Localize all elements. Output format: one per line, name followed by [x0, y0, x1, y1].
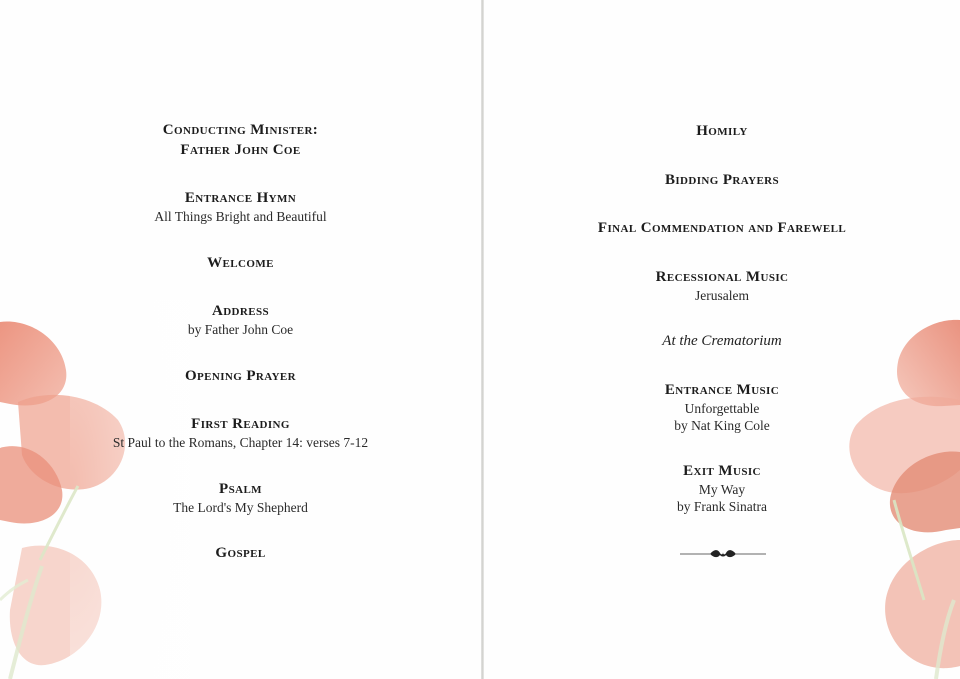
section-heading: Conducting Minister: [162, 122, 319, 138]
section-heading: Entrance Hymn [184, 190, 297, 206]
section-detail: All Things Bright and Beautiful [154, 209, 327, 224]
section-detail: My Way [698, 482, 746, 497]
section-entrance-music [484, 381, 960, 434]
italic-note: At the Crematorium [662, 333, 782, 349]
section-heading: Homily [696, 123, 748, 139]
section-detail: Jerusalem [695, 288, 749, 303]
section-detail: by Frank Sinatra [677, 499, 767, 514]
section-heading: Bidding Prayers [664, 172, 780, 188]
section-detail: Unforgettable [684, 401, 760, 416]
section-heading: Exit Music [683, 463, 761, 479]
section-heading: Psalm [219, 481, 262, 497]
section-heading: Final Commendation and Farewell [597, 220, 847, 236]
crematorium-note [484, 333, 960, 350]
section-heading: Recessional Music [655, 269, 789, 285]
order-of-service-right [484, 0, 960, 679]
section-first-reading [0, 415, 481, 451]
section-gospel [0, 544, 481, 563]
section-entrance-hymn [0, 189, 481, 225]
section-opening-prayer [0, 367, 481, 386]
section-detail: by Father John Coe [187, 322, 294, 337]
section-heading: Gospel [215, 545, 266, 561]
section-address [0, 302, 481, 338]
section-detail: The Lord's My Shepherd [173, 500, 308, 515]
section-homily [484, 122, 960, 141]
section-psalm [0, 480, 481, 516]
section-conducting-minister [0, 121, 481, 160]
section-recessional-music [484, 268, 960, 304]
section-heading: First Reading [191, 416, 290, 432]
section-welcome [0, 254, 481, 273]
section-detail: St Paul to the Romans, Chapter 14: verses 7-12 [112, 435, 369, 450]
section-heading: Opening Prayer [184, 368, 297, 384]
section-heading: Welcome [207, 255, 274, 271]
flourish-ornament-icon [680, 547, 766, 561]
section-bidding-prayers [484, 171, 960, 190]
section-heading: Address [211, 303, 270, 319]
section-heading: Entrance Music [664, 382, 780, 398]
section-detail: by Nat King Cole [674, 418, 770, 433]
section-final-commendation [484, 219, 960, 238]
minister-name: Father John Coe [180, 142, 301, 158]
section-exit-music [484, 462, 960, 515]
